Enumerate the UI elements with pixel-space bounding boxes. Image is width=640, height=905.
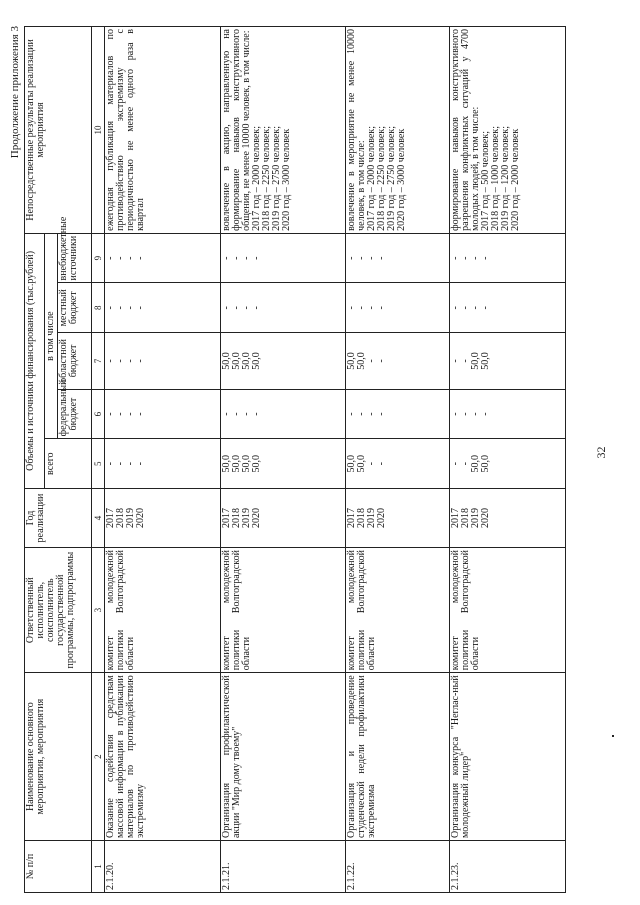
stray-mark [612,735,614,737]
extrabudget [346,233,450,283]
total-value: 50,0 [356,454,368,473]
header-results: Непосредственные результаты реализации мероприятия [25,27,92,234]
column-number: 10 [92,27,105,234]
result-line: формирование навыков конструктивного разрешения конфликтных ситуаций у 4700 молодых людей, в том числе: [450,29,482,231]
year-value: 2019 [125,508,136,529]
column-number: 3 [92,548,105,673]
total-value: - [115,462,126,466]
local-value: - [230,306,242,310]
executor: комитет молодежной политики Волгоградской области [105,548,221,673]
regional-value: 50,0 [220,352,232,370]
regional-value: 50,0 [250,352,262,370]
year-value: 2019 [366,508,378,529]
total-value: 50,0 [230,454,242,473]
federal-value: - [115,412,126,416]
federal-value: - [346,412,358,416]
event-name: Организация профилактической акции "Мир дому твоему" [220,673,345,841]
year-value: 2020 [135,508,146,529]
executor: комитет молодежной политики Волгоградской области [346,548,450,673]
result-line: 2019 год – 2750 человек; [386,126,398,231]
total-value: 50,0 [250,454,262,473]
header-regional: областной бюджет [58,333,92,390]
federal-value: - [220,412,232,416]
local-value: - [356,306,368,310]
local-value: - [105,306,116,310]
year-value: 2020 [250,508,262,529]
year-value: 2018 [460,508,472,529]
total-value: - [105,462,116,466]
extrabudget-value: - [356,256,368,260]
result-line: 2017 год – 2000 человек; [366,126,378,231]
extrabudget-value: - [346,256,358,260]
regional-value: - [125,359,136,363]
row-number: 2.1.22. [346,841,450,893]
column-number: 8 [92,283,105,333]
local-value: - [250,306,262,310]
header-extrabudget: внебюджетные источники [58,233,92,283]
results [346,27,450,234]
column-number: 4 [92,489,105,548]
federal-value: - [376,412,388,416]
column-number: 7 [92,333,105,390]
local-value: - [470,306,482,310]
column-number: 5 [92,439,105,489]
extrabudget-value: - [366,256,378,260]
extrabudget-value: - [220,256,232,260]
regional-value: - [460,359,472,363]
local-value: - [376,306,388,310]
event-name: Организация и проведение студенческой недели профилактики экстремизма [346,673,450,841]
year-value: 2019 [470,508,482,529]
year-value: 2020 [480,508,492,529]
extrabudget-value: - [480,256,492,260]
regional-value: 50,0 [470,352,482,370]
year [450,489,566,548]
extrabudget-value: - [135,256,146,260]
total-value: - [135,462,146,466]
year-value: 2018 [115,508,126,529]
result-line: 2020 год – 2000 человек [510,128,522,231]
local-value: - [115,306,126,310]
extrabudget [105,233,221,283]
result-line: 2020 год – 3000 человек [280,128,292,231]
column-number: 9 [92,233,105,283]
extrabudget-value: - [376,256,388,260]
total-value: - [450,462,462,466]
year-value: 2017 [450,508,462,529]
federal [346,389,450,439]
regional-value: 50,0 [480,352,492,370]
federal-value: - [450,412,462,416]
local [220,283,345,333]
row-number: 2.1.20. [105,841,221,893]
regional-value: - [135,359,146,363]
total [220,439,345,489]
local-value: - [346,306,358,310]
result-line: 2018 год – 2250 человек; [376,126,388,231]
result-line: 2017 год – 2000 человек; [250,126,262,231]
extrabudget-value: - [240,256,252,260]
column-number: 1 [92,841,105,893]
header-including: в том числе [45,233,58,439]
regional-value: - [366,359,378,363]
local-value: - [220,306,232,310]
year-value: 2020 [376,508,388,529]
federal-value: - [125,412,136,416]
page-number: 32 [594,446,608,459]
result-line: вовлечение в акцию, направленную на формирование навыков конструктивного общения, не менее 10000 человек, в том числе: [220,29,252,231]
total [346,439,450,489]
table-row [220,27,345,893]
header-local: местный бюджет [58,283,92,333]
total-value: - [125,462,136,466]
regional [220,333,345,390]
year [220,489,345,548]
extrabudget-value: - [250,256,262,260]
results [105,27,221,234]
federal-value: - [460,412,472,416]
federal [105,389,221,439]
local-value: - [366,306,378,310]
regional [450,333,566,390]
regional-value: 50,0 [240,352,252,370]
total-value: 50,0 [346,454,358,473]
table-row [450,27,566,893]
federal-value: - [366,412,378,416]
executor: комитет молодежной политики Волгоградской области [220,548,345,673]
extrabudget-value: - [460,256,472,260]
federal-value: - [356,412,368,416]
local-value: - [240,306,252,310]
federal-value: - [105,412,116,416]
results [450,27,566,234]
result-line: 2019 год – 1200 человек; [500,126,512,231]
extrabudget [450,233,566,283]
federal-value: - [480,412,492,416]
federal-value: - [470,412,482,416]
column-number: 2 [92,673,105,841]
regional-value: 50,0 [356,352,368,370]
regional-value: - [450,359,462,363]
result-line: 2020 год – 3000 человек [396,128,408,231]
header-no: № п/п [25,841,92,893]
federal [220,389,345,439]
extrabudget-value: - [115,256,126,260]
regional [105,333,221,390]
column-numbers-row [92,27,105,893]
result-line: вовлечение в мероприятие не менее 10000 человек, в том числе: [346,29,368,231]
row-number: 2.1.23. [450,841,566,893]
total [105,439,221,489]
result-line: 2019 год – 2750 человек; [270,126,282,231]
result-line: 2018 год – 1000 человек; [490,126,502,231]
total-value: 50,0 [470,454,482,473]
total-value: - [376,462,388,466]
header-total: всего [45,439,92,489]
total [450,439,566,489]
header-year: Год реализации [25,489,92,548]
federal-value: - [230,412,242,416]
local [450,283,566,333]
regional-value: - [105,359,116,363]
local-value: - [460,306,472,310]
regional [346,333,450,390]
continuation-label: Продолжение приложения 3 [9,26,21,159]
regional-value: - [115,359,126,363]
year-value: 2018 [356,508,368,529]
total-value: 50,0 [240,454,252,473]
regional-value: 50,0 [230,352,242,370]
extrabudget-value: - [450,256,462,260]
local-value: - [480,306,492,310]
year [105,489,221,548]
results [220,27,345,234]
regional-value: 50,0 [346,352,358,370]
year-value: 2018 [230,508,242,529]
header-federal: федеральный бюджет [58,389,92,439]
local-value: - [125,306,136,310]
federal-value: - [250,412,262,416]
year-value: 2017 [105,508,116,529]
local [105,283,221,333]
executor: комитет молодежной политики Волгоградской области [450,548,566,673]
program-table [24,26,566,893]
total-value: 50,0 [220,454,232,473]
year-value: 2017 [346,508,358,529]
extrabudget-value: - [125,256,136,260]
event-name: Организация конкурса "Неглас-ный молодежный лидер" [450,673,566,841]
year [346,489,450,548]
event-name: Оказание содействия средствам массовой информации в публикации материалов по противодействию экстремизму [105,673,221,841]
total-value: - [460,462,472,466]
local-value: - [135,306,146,310]
extrabudget-value: - [105,256,116,260]
extrabudget-value: - [470,256,482,260]
total-value: - [366,462,378,466]
column-number: 6 [92,389,105,439]
year-value: 2019 [240,508,252,529]
local [346,283,450,333]
federal-value: - [240,412,252,416]
result-line: 2017 год – 500 человек; [480,131,492,231]
row-number: 2.1.21. [220,841,345,893]
federal [450,389,566,439]
local-value: - [450,306,462,310]
table-row [105,27,221,893]
year-value: 2017 [220,508,232,529]
header-funding: Объемы и источники финансирования (тыс.рублей) [25,233,45,488]
result-line: 2018 год – 2250 человек; [260,126,272,231]
header-executor: Ответственный исполнитель, соисполнитель государственной программы, подпрограммы [25,548,92,673]
regional-value: - [376,359,388,363]
table-row [346,27,450,893]
header-name: Наименование основного мероприятия, мероприятия [25,673,92,841]
result-line: ежегодная публикация материалов по противодействию экстремизму с периодичностью не менее одного раза в квартал [105,29,146,231]
extrabudget [220,233,345,283]
extrabudget-value: - [230,256,242,260]
total-value: 50,0 [480,454,492,473]
federal-value: - [135,412,146,416]
